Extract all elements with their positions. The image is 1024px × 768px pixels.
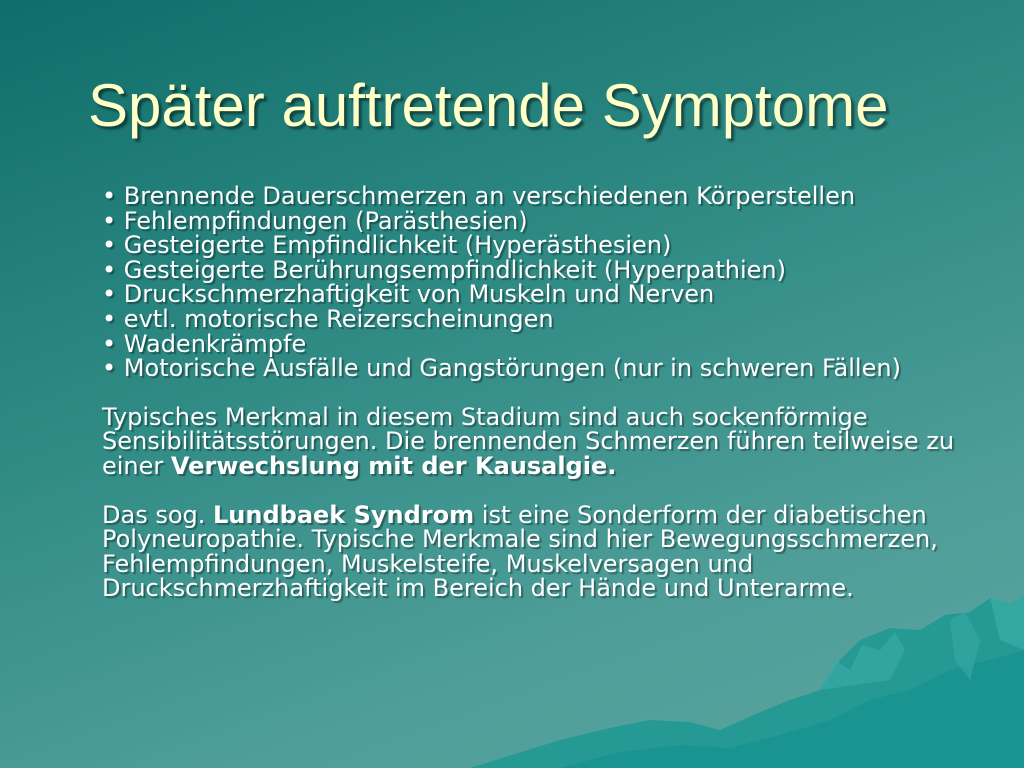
- list-item: • Fehlempfindungen (Parästhesien): [102, 206, 528, 235]
- bold-phrase: Verwechslung mit der Kausalgie.: [170, 451, 617, 480]
- list-item: • Gesteigerte Berührungsempfindlichkeit (Hyperpathien): [102, 255, 786, 284]
- bold-term: Lundbaek Syndrom: [213, 500, 475, 529]
- slide-body: [102, 184, 1002, 601]
- paragraph-lundbaek: Das sog. Lundbaek Syndrom ist eine Sonderform der diabetischen Polyneuropathie. Typische Merkmale sind hier Bewegungsschmerzen, Fehlempfindungen, Muskelsteife, Muskelversagen und Druckschmerzhaftigkeit im Bereich der Hände und Unterarme.: [102, 500, 938, 603]
- list-item: • Gesteigerte Empfindlichkeit (Hyperästhesien): [102, 231, 672, 260]
- list-item: • Wadenkrämpfe: [102, 329, 307, 358]
- list-item: • evtl. motorische Reizerscheinungen: [102, 304, 554, 333]
- list-item: • Motorische Ausfälle und Gangstörungen (nur in schweren Fällen): [102, 354, 901, 383]
- list-item: • Druckschmerzhaftigkeit von Muskeln und Nerven: [102, 280, 715, 309]
- paragraph-kausalgie: Typisches Merkmal in diesem Stadium sind auch sockenförmige Sensibilitätsstörungen. Die brennenden Schmerzen führen teilweise zu einer Verwechslung mit der Kausalgie.: [102, 402, 955, 480]
- list-item: • Brennende Dauerschmerzen an verschiedenen Körperstellen: [102, 182, 856, 210]
- slide-title: Später auftretende Symptome: [88, 72, 889, 139]
- symptom-list: [102, 184, 1002, 381]
